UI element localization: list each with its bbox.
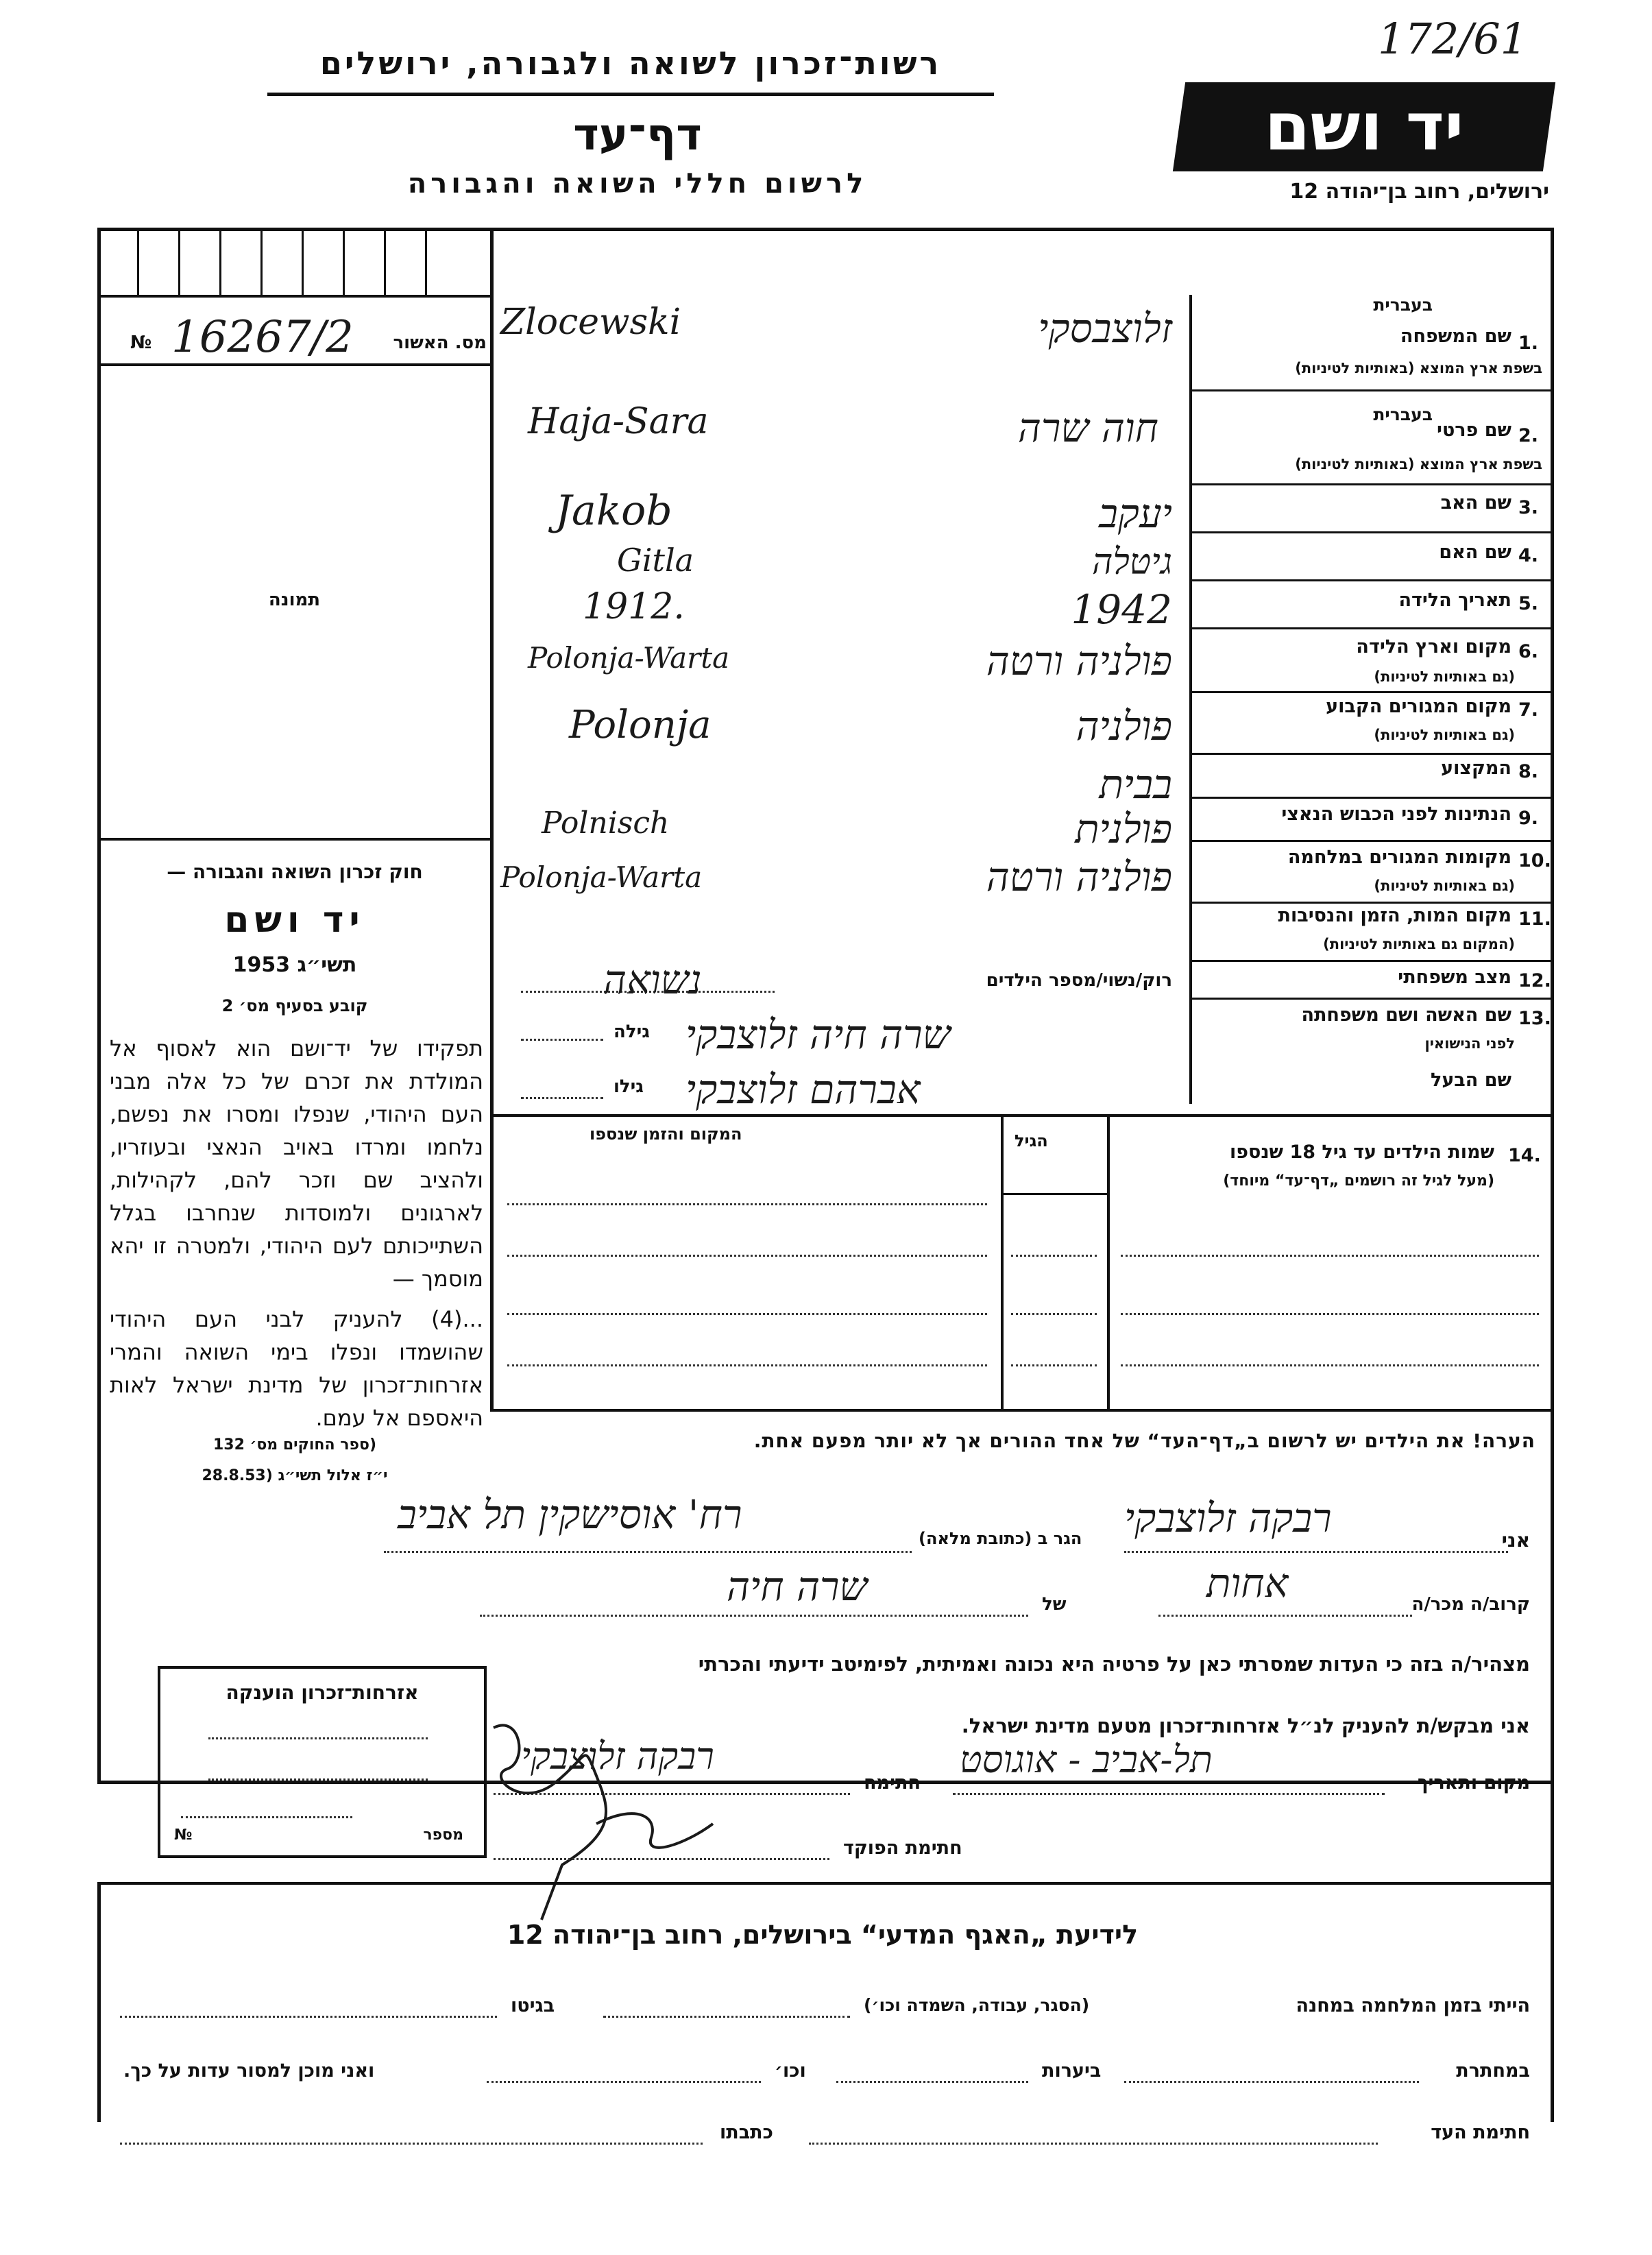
- marital-label: רוק/נשוי/מספר הילדים: [986, 970, 1172, 991]
- field-9-number: 9.: [1518, 808, 1539, 829]
- photo-area-top: [97, 363, 491, 366]
- husband-age-label: גילו: [614, 1076, 644, 1097]
- footer-camp-types: (הסגר, עבודה, השמדה וכו׳): [864, 1995, 1090, 2015]
- footer-ghetto-dots: [120, 2016, 497, 2018]
- decl-relation-label: קרוב/ה מכר/ה: [1411, 1594, 1530, 1615]
- form-subtitle: לרשום חללי השואה והגבורה: [407, 168, 868, 200]
- field-11-label: מקום המות, הזמן והנסיבות: [1278, 905, 1511, 926]
- decl-place-value: תל-אביב - אוגוסט: [960, 1738, 1213, 1781]
- photo-area-bottom: [97, 838, 491, 841]
- husband-value: אברהם זלוצבקי: [685, 1066, 921, 1113]
- field-4-value-latin: Gitla: [617, 542, 694, 579]
- footer-forests-dots: [836, 2081, 1028, 2083]
- grid-col-7: [384, 228, 386, 296]
- law-text-main: תפקידו של יד־ושם הוא לאסוף אל המולדת את זכרם של כל אלה מבני העם היהודי, שנפלו ומסרו את נפשם, נלחמו ומרדו באויב הנאצי ובעוזריו, ולהציב שם וזכר להם, לקהילות, לארגונים ולמוסדות שנחרבו בגלל השתייכותם לעם היהודי, ולמטרה זו יהא מוסמך —: [110, 1035, 483, 1292]
- footer-ghetto-label: בגיטו: [511, 1995, 555, 2016]
- field-2-value-latin: Haja-Sara: [528, 401, 709, 442]
- grid-col-6: [343, 228, 345, 296]
- field-10-number: 10.: [1518, 850, 1551, 871]
- children-number: 14.: [1508, 1145, 1541, 1166]
- law-reference-2: י״ז אלול תשי״ג (28.8.53: [202, 1467, 388, 1484]
- form-title: דף־עד: [573, 110, 702, 160]
- field-8-divider: [1189, 797, 1553, 799]
- decl-ani-value: רבקה זלוצבקי: [1124, 1495, 1332, 1541]
- label-column-divider: [1189, 295, 1192, 1104]
- field-7-value-latin: Polonja: [569, 703, 712, 747]
- decl-ani-label: אני: [1501, 1529, 1530, 1552]
- footer-underground-label: במחתרת: [1456, 2060, 1530, 2082]
- certificate-box: [158, 1666, 487, 1858]
- children-row-3: [507, 1313, 987, 1315]
- field-6-sub: (גם באותיות לטיניות): [1374, 668, 1515, 685]
- field-7-label: מקום המגורים הקבוע: [1326, 696, 1511, 717]
- marital-value: נשואה: [603, 956, 702, 1003]
- field-4-number: 4.: [1518, 545, 1539, 566]
- certificate-number-prefix: №: [174, 1826, 193, 1844]
- certificate-title: אזרחות־זכרון הוענקה: [226, 1681, 419, 1704]
- grid-col-8: [425, 228, 427, 296]
- footer-camp-dots: [603, 2016, 850, 2018]
- law-name: יד ושם: [224, 900, 365, 941]
- wife-age-dots: [521, 1039, 603, 1041]
- field-9-divider: [1189, 840, 1553, 842]
- decl-place-dots: [953, 1793, 1385, 1795]
- field-2-tag: בעברית: [1373, 405, 1433, 424]
- grid-col-3: [219, 228, 221, 296]
- children-col-divider-2: [1107, 1114, 1110, 1409]
- law-year: תשי״ג 1953: [232, 953, 357, 977]
- footer-witness-signature-label: חתימת העד: [1431, 2122, 1530, 2143]
- children-age-row-1: [1011, 1255, 1097, 1257]
- field-2-value-hebrew: חוה שרה: [1017, 405, 1158, 451]
- certificate-number-label: מספר: [423, 1826, 463, 1844]
- children-row-4: [507, 1364, 987, 1366]
- law-text-clause: ...(4) להעניק לבני העם היהודי שהושמדו ונפלו בימי השואה והמרי אזרחות־זכרון של מדינת ישראל לאות היאספם אל עמם.: [110, 1306, 483, 1431]
- husband-label: שם הבעל: [1430, 1070, 1511, 1091]
- field-6-divider: [1189, 691, 1553, 693]
- field-9-label: הנתינות לפני הכבוש הנאצי: [1281, 804, 1511, 825]
- record-number-label: מס. האשור: [393, 333, 487, 353]
- field-10-label: מקומות המגורים במלחמה: [1287, 847, 1511, 868]
- field-9-value-latin: Polnisch: [542, 806, 670, 841]
- photo-label: תמונה: [268, 590, 321, 610]
- field-2-label: שם פרטי: [1437, 420, 1511, 441]
- field-12-divider: [1189, 998, 1553, 1000]
- children-row-1: [507, 1203, 987, 1205]
- grid-col-2: [178, 228, 180, 296]
- field-6-value-latin: Polonja-Warta: [528, 641, 730, 675]
- husband-age-dots: [521, 1097, 603, 1099]
- frame-right-extended: [1551, 1783, 1554, 2122]
- field-5-label: תאריך הלידה: [1398, 590, 1511, 611]
- field-13-sub: לפני הנישואין: [1424, 1035, 1515, 1052]
- field-8-label: המקצוע: [1441, 758, 1511, 779]
- frame-bottom-extended: [97, 1882, 101, 2122]
- record-number-value: 16267/2: [171, 312, 354, 363]
- decl-of-dots: [480, 1615, 1028, 1617]
- yad-vashem-logo: יד ושם: [1173, 82, 1555, 171]
- footer-etc-label: וכו׳: [775, 2060, 806, 2082]
- field-10-value-hebrew: פולניה ורטה: [986, 854, 1172, 900]
- field-12-number: 12.: [1518, 970, 1551, 991]
- field-3-divider: [1189, 531, 1553, 533]
- field-13-label: שם האשה ושם משפחתה: [1301, 1004, 1511, 1026]
- law-section: קובע בסעיף מס׳ 2: [221, 996, 368, 1015]
- footer-address-dots: [120, 2143, 703, 2145]
- field-3-value-latin: Jakob: [555, 487, 672, 535]
- field-10-divider: [1189, 902, 1553, 904]
- decl-place-label: מקום ותאריך: [1417, 1772, 1530, 1794]
- field-4-divider: [1189, 579, 1553, 581]
- children-sub: (מעל לגיל זה רושמים „דף־עד“ מיוחד): [1223, 1172, 1494, 1190]
- field-12-label: מצב משפחתי: [1398, 967, 1511, 988]
- field-6-label: מקום וארץ הלידה: [1356, 636, 1511, 658]
- children-col-divider-1: [1001, 1114, 1004, 1409]
- footer-witness-signature-dots: [809, 2143, 1378, 2145]
- grid-row-line: [97, 295, 491, 298]
- note: הערה! את הילדים יש לרשום ב„דף־העד“ של אחד ההורים אך לא יותר מפעם אחת.: [753, 1430, 1535, 1452]
- field-6-value-hebrew: פולניה ורטה: [986, 638, 1172, 684]
- decl-relation-dots: [1158, 1615, 1412, 1617]
- field-1-value-latin: Zlocewski: [500, 302, 681, 343]
- children-name-row-3: [1121, 1364, 1539, 1366]
- children-label: שמות הילדים עד גיל 18 שנספו: [1229, 1142, 1494, 1163]
- frame-left: [97, 228, 101, 1784]
- field-2-number: 2.: [1518, 425, 1539, 446]
- field-13-number: 13.: [1518, 1008, 1551, 1029]
- children-row-2: [507, 1255, 987, 1257]
- decl-of-label: של: [1042, 1594, 1067, 1615]
- field-11-divider: [1189, 960, 1553, 962]
- decl-of-value: שרה חיה: [727, 1563, 868, 1610]
- grid-col-1: [137, 228, 139, 296]
- wife-age-label: גילה: [614, 1022, 650, 1042]
- field-1-sub: בשפת ארץ המוצא (באותיות לטיניות): [1295, 360, 1542, 376]
- field-5-number: 5.: [1518, 593, 1539, 614]
- field-2-divider: [1189, 483, 1553, 485]
- certificate-line-1: [208, 1737, 428, 1739]
- children-col-age: הגיל: [1015, 1131, 1048, 1150]
- certificate-line-2: [208, 1778, 428, 1781]
- decl-signature-value: רבקה זלוצבקי: [521, 1735, 714, 1778]
- decl-official-label: חתימת הפוקד: [843, 1837, 962, 1859]
- field-8-number: 8.: [1518, 761, 1539, 782]
- field-3-number: 3.: [1518, 497, 1539, 518]
- field-6-number: 6.: [1518, 641, 1539, 662]
- decl-request: אני מבקש/ת להעניק לנ״ל אזרחות־זכרון מטעם מדינת ישראל.: [961, 1714, 1530, 1737]
- org-title-underline: [267, 93, 994, 96]
- law-title: חוק זכרון השואה והגבורה —: [167, 860, 423, 883]
- field-5-value-latin: 1912.: [583, 586, 685, 627]
- children-name-row-2: [1121, 1313, 1539, 1315]
- decl-official-dots: [494, 1858, 829, 1860]
- footer-etc-dots: [487, 2081, 761, 2083]
- field-1-divider: [1189, 389, 1553, 391]
- field-5-value-hebrew: 1942: [1071, 586, 1172, 633]
- org-title: רשות־זכרון לשואה ולגבורה, ירושלים: [319, 45, 942, 82]
- field-5-divider: [1189, 627, 1553, 629]
- frame-mid-line: [97, 1882, 1554, 1885]
- field-1-value-hebrew: זלוצבסקי: [1038, 305, 1172, 352]
- field-7-divider: [1189, 753, 1553, 755]
- children-age-row-2: [1011, 1313, 1097, 1315]
- children-bottom-line: [490, 1409, 1553, 1412]
- children-col-place: המקום והזמן שנספו: [590, 1124, 742, 1144]
- decl-resides-value: רח' אוסישקין תל אביב: [398, 1491, 742, 1538]
- field-9-value-hebrew: פולנית: [1075, 806, 1172, 852]
- wife-value: שרה חיה זלוצבקי: [685, 1011, 951, 1058]
- footer-underground-dots: [1124, 2081, 1419, 2083]
- field-3-label: שם האב: [1440, 492, 1511, 514]
- frame-top: [97, 228, 1554, 231]
- children-name-row-1: [1121, 1255, 1539, 1257]
- footer-title: לידיעת „האגף המדעי“ בירושלים, רחוב בן־יהודה 12: [507, 1920, 1139, 1950]
- field-10-value-latin: Polonja-Warta: [500, 860, 703, 894]
- decl-relation-value: אחות: [1206, 1560, 1289, 1606]
- frame-right: [1551, 228, 1554, 1784]
- grid-col-4: [260, 228, 263, 296]
- field-10-sub: (גם באותיות לטיניות): [1374, 878, 1515, 894]
- handwritten-signature-mark: [480, 1700, 740, 1927]
- children-age-row-3: [1011, 1364, 1097, 1366]
- field-7-sub: (גם באותיות לטיניות): [1374, 727, 1515, 743]
- field-11-number: 11.: [1518, 908, 1551, 930]
- field-11-sub: (המקום גם באותיות לטיניות): [1323, 936, 1515, 952]
- header-address: ירושלים, רחוב בן־יהודה 12: [1289, 180, 1549, 204]
- record-number-row: [130, 312, 487, 367]
- field-1-tag: בעברית: [1373, 295, 1433, 315]
- field-1-number: 1.: [1518, 333, 1539, 354]
- decl-signature-label: חתימה: [864, 1772, 921, 1794]
- footer-address-label: כתבתו: [720, 2122, 773, 2143]
- footer-testify-label: ואני מוכן למסור עדות על כך.: [123, 2060, 375, 2082]
- field-4-value-hebrew: גיטלה: [1092, 542, 1172, 583]
- field-7-value-hebrew: פולניה: [1076, 703, 1172, 749]
- field-1-label: שם המשפחה: [1400, 326, 1511, 347]
- footer-camp-label: הייתי בזמן המלחמה במחנה: [1296, 1995, 1530, 2016]
- footer-forests-label: ביערות: [1042, 2060, 1102, 2082]
- grid-col-5: [302, 228, 304, 296]
- field-2-sub: בשפת ארץ המוצא (באותיות לטיניות): [1295, 456, 1542, 472]
- certificate-line-3: [181, 1816, 352, 1818]
- field-4-label: שם האם: [1439, 542, 1511, 563]
- decl-resides-label: הגר ב (כתובת מלאה): [919, 1529, 1082, 1548]
- archive-reference: 172/61: [1378, 14, 1528, 64]
- field-3-value-hebrew: יעקב: [1098, 490, 1172, 537]
- decl-resides-dots: [384, 1551, 912, 1553]
- field-8-value-hebrew: בבית: [1099, 761, 1172, 808]
- field-7-number: 7.: [1518, 699, 1539, 721]
- decl-ani-dots: [1124, 1551, 1508, 1553]
- law-reference-1: (ספר החוקים מס׳ 132: [212, 1436, 377, 1454]
- children-header-line: [1001, 1193, 1107, 1195]
- record-number-prefix: №: [130, 333, 152, 353]
- decl-statement: מצהיר/ה בזה כי העדות שמסרתי כאן על פרטיה היא נכונה ואמיתית, לפימיטב ידיעתי והכרתי: [698, 1652, 1530, 1676]
